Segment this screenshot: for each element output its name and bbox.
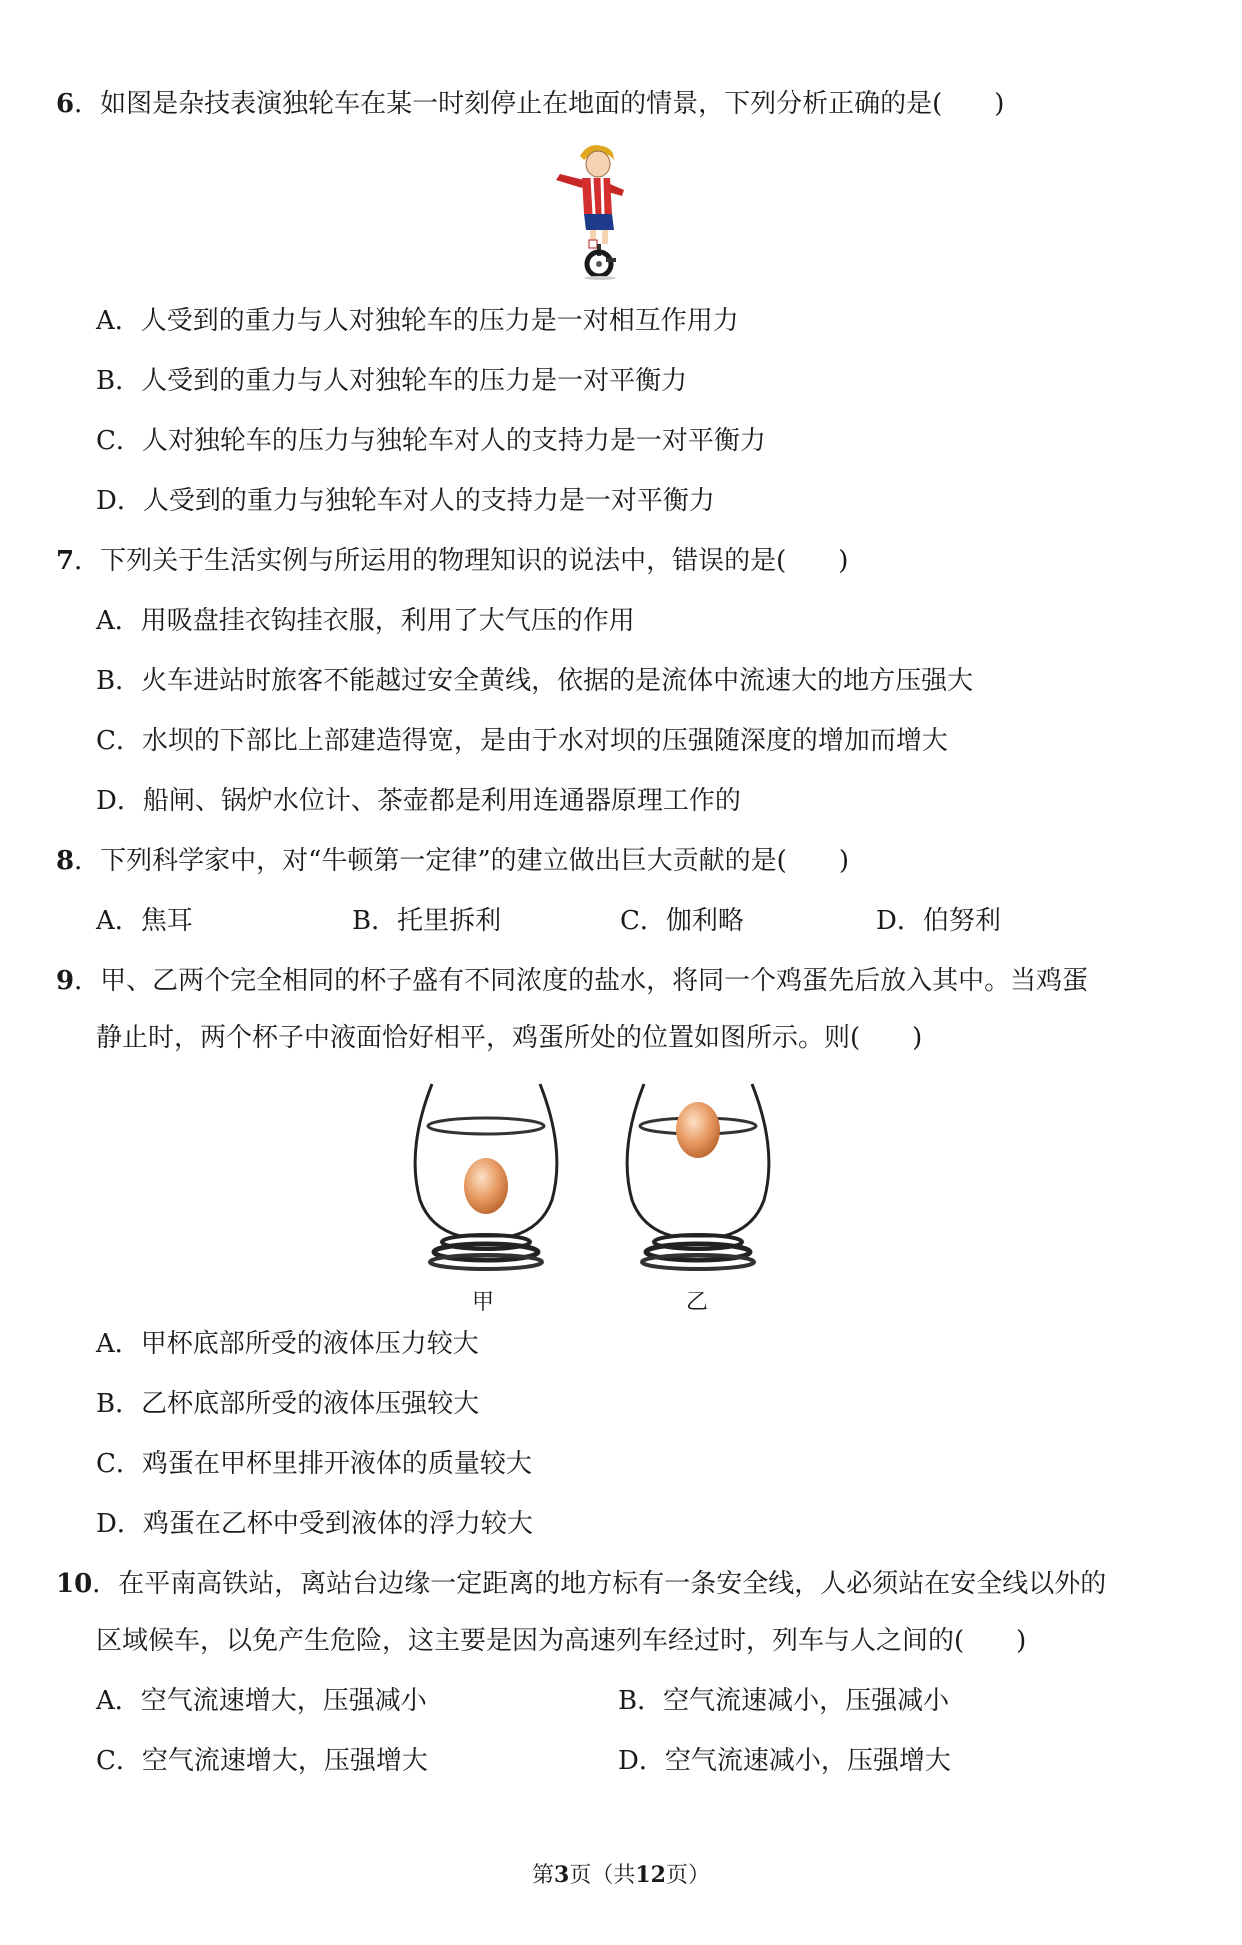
egg-jia [464,1158,508,1214]
question-10-option-b: B．空气流速减小，压强减小 [618,1686,950,1716]
question-10-stem-line-1: 10．在平南高铁站，离站台边缘一定距离的地方标有一条安全线，人必须站在安全线以外的 [56,1569,1107,1599]
glass-jia [415,1084,557,1269]
question-8-option-b: B．托里拆利 [352,906,502,936]
question-9-option-a: A．甲杯底部所受的液体压力较大 [96,1329,479,1359]
question-6-option-a: A．人受到的重力与人对独轮车的压力是一对相互作用力 [96,306,739,336]
question-8-option-c: C．伽利略 [620,906,744,936]
glass-label-jia: 甲 [472,1290,495,1315]
question-6-option-b: B．人受到的重力与人对独轮车的压力是一对平衡力 [96,366,688,396]
question-9-stem-line-2: 静止时，两个杯子中液面恰好相平，鸡蛋所处的位置如图所示。则( ) [96,1023,923,1053]
glass-label-yi: 乙 [686,1290,709,1315]
page-footer: 第3页（共12页） [532,1862,710,1888]
question-10-stem-line-2: 区域候车，以免产生危险，这主要是因为高速列车经过时，列车与人之间的( ) [96,1626,1027,1656]
question-8-option-d: D．伯努利 [876,906,1001,936]
question-8-option-a: A．焦耳 [96,906,193,936]
question-7-option-c: C．水坝的下部比上部建造得宽，是由于水对坝的压强随深度的增加而增大 [96,726,948,756]
question-7-option-d: D．船闸、锅炉水位计、茶壶都是利用连通器原理工作的 [96,786,741,816]
question-6-stem: 6．如图是杂技表演独轮车在某一时刻停止在地面的情景，下列分析正确的是( ) [56,89,1005,119]
question-10-option-a: A．空气流速增大，压强减小 [96,1686,427,1716]
question-number: 7 [56,546,75,576]
question-9-option-c: C．鸡蛋在甲杯里排开液体的质量较大 [96,1449,532,1479]
question-9-stem-line-1: 9．甲、乙两个完全相同的杯子盛有不同浓度的盐水，将同一个鸡蛋先后放入其中。当鸡蛋 [56,966,1089,996]
question-6-option-d: D．人受到的重力与独轮车对人的支持力是一对平衡力 [96,486,715,516]
egg-yi [676,1102,720,1158]
question-6-option-c: C．人对独轮车的压力与独轮车对人的支持力是一对平衡力 [96,426,766,456]
question-7-stem: 7．下列关于生活实例与所运用的物理知识的说法中，错误的是( ) [56,546,849,576]
glass-yi [627,1084,769,1269]
question-7-option-b: B．火车进站时旅客不能越过安全黄线，依据的是流体中流速大的地方压强大 [96,666,974,696]
page-number: 3 [554,1862,570,1888]
question-number: 6 [56,89,75,119]
question-10-option-c: C．空气流速增大，压强增大 [96,1746,428,1776]
page-total: 12 [635,1862,666,1888]
question-9-option-b: B．乙杯底部所受的液体压强较大 [96,1389,480,1419]
question-number: 10 [56,1569,93,1599]
eggs-in-glasses-figure [400,1070,800,1280]
question-8-stem: 8．下列科学家中，对“牛顿第一定律”的建立做出巨大贡献的是( ) [56,846,849,876]
question-10-option-d: D．空气流速减小，压强增大 [618,1746,951,1776]
question-9-option-d: D．鸡蛋在乙杯中受到液体的浮力较大 [96,1509,533,1539]
question-number: 9 [56,966,75,996]
question-7-option-a: A．用吸盘挂衣钩挂衣服，利用了大气压的作用 [96,606,635,636]
unicycle-acrobat-figure [540,140,640,280]
question-number: 8 [56,846,75,876]
